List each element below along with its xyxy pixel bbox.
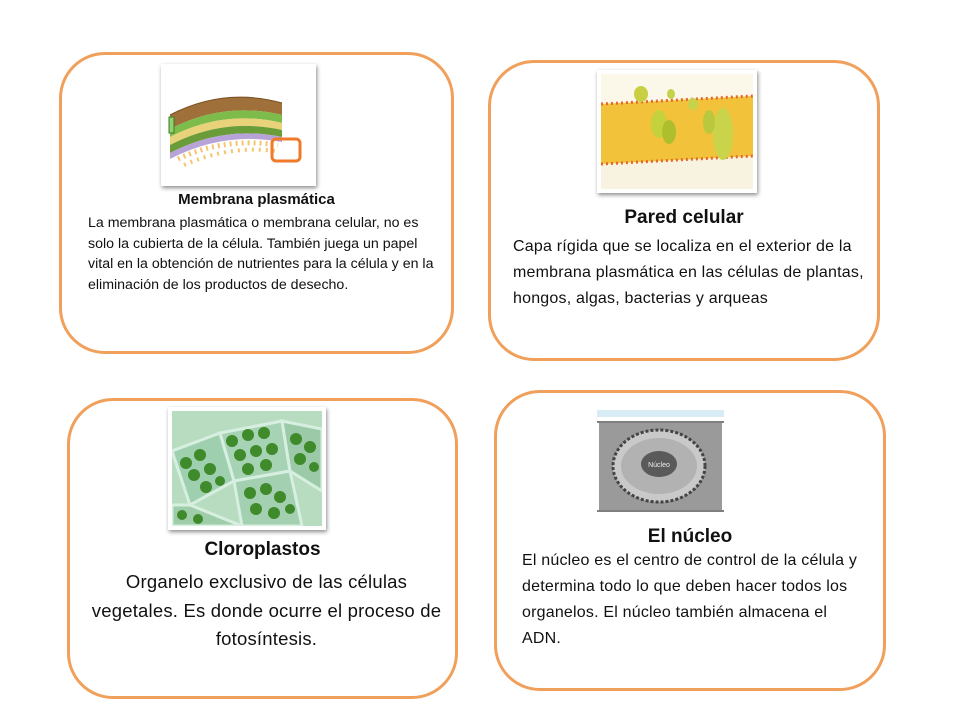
membrane-diagram-icon xyxy=(161,64,316,186)
card-title: Membrana plasmática xyxy=(178,191,335,208)
card-description: Organelo exclusivo de las células vegetales. Es donde ocurre el proceso de fotosíntesis. xyxy=(91,571,442,649)
card-pared-celular xyxy=(488,60,880,361)
card-description: El núcleo es el centro de control de la célula y determina todo lo que deben hacer todos los organelos. El núcleo también almacena el ADN. xyxy=(522,552,858,647)
nucleus-micrograph-icon xyxy=(597,410,724,515)
card-title: Cloroplastos xyxy=(204,539,321,560)
nucleus-image-label: Núcleo xyxy=(648,462,670,469)
card-cloroplastos xyxy=(67,398,458,699)
card-membrana-plasmatica xyxy=(59,52,454,354)
chloroplast-cells-icon xyxy=(168,407,326,530)
card-el-nucleo xyxy=(494,390,886,691)
lipid-bilayer-icon xyxy=(597,70,757,193)
card-description: Capa rígida que se localiza en el exterior de la membrana plasmática en las células de plantas, hongos, algas, bacterias y arqueas xyxy=(513,238,864,307)
card-title: Pared celular xyxy=(624,207,744,228)
card-title: El núcleo xyxy=(647,526,733,547)
card-description: La membrana plasmática o membrana celular, no es solo la cubierta de la célula. También juega un papel vital en la obtención de nutrientes para la célula y en la eliminación de los productos de desecho. xyxy=(88,215,434,293)
